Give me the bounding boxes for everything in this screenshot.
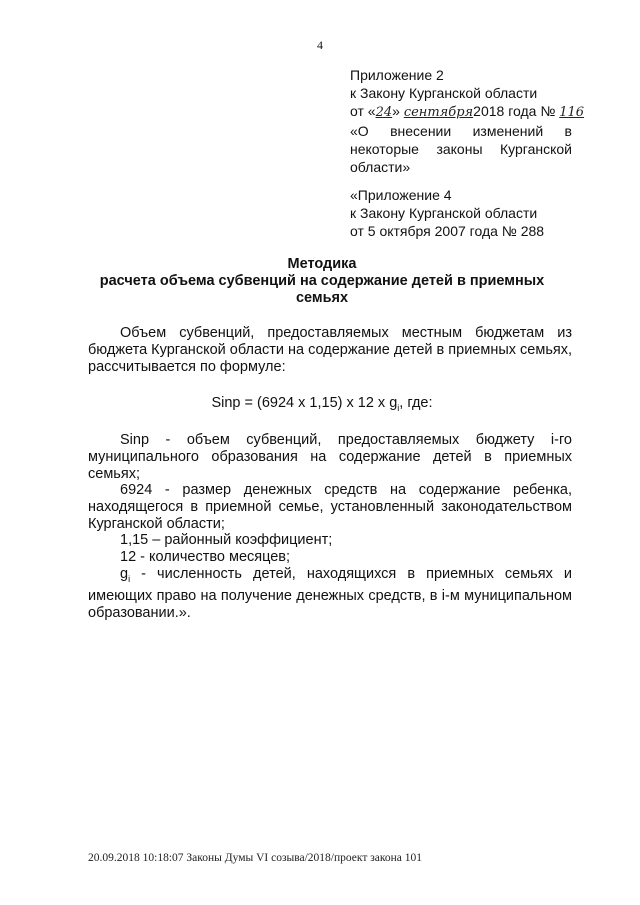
appendix-2-subject-3: области» — [350, 159, 411, 175]
gi-text: - численность детей, находящихся в приемных семьях и имеющих право на получение денежных средств, в i-м муниципальном образовании.». — [88, 566, 572, 621]
intro-paragraph: Объем субвенций, предоставляемых местным бюджетам из бюджета Курганской области на содержание детей в приемных семьях, рассчитывается по формуле: — [88, 325, 573, 375]
appendix-4-law: к Закону Курганской области — [350, 205, 538, 221]
handwritten-month: сентября — [403, 105, 474, 120]
formula-subscript: i — [397, 402, 400, 413]
date-year: 2018 года № — [473, 103, 556, 119]
footer-file-path: 20.09.2018 10:18:07 Законы Думы VI созыва/2018/проект закона 101 — [88, 852, 423, 864]
definition-months: 12 - количество месяцев; — [120, 549, 291, 565]
appendix-2-subject-1: «О внесении изменений в — [350, 123, 572, 139]
definition-sinp: Sinp - объем субвенций, предоставляемых бюджету i-го муниципального образования на содержание детей в приемных семьях; — [88, 432, 572, 482]
appendix-4-title: «Приложение 4 — [350, 187, 452, 203]
formula-text: Sinp = (6924 х 1,15) х 12 х g — [211, 395, 398, 411]
gi-subscript: i — [128, 573, 131, 584]
document-title — [72, 256, 572, 307]
definition-gi — [88, 566, 572, 622]
appendix-4-header — [350, 186, 572, 240]
gi-variable: g — [120, 566, 129, 582]
title-line-1: Методика — [287, 256, 357, 272]
date-prefix: от « — [350, 103, 376, 119]
appendix-4-date: от 5 октября 2007 года № 288 — [350, 223, 545, 239]
handwritten-day: 24 — [375, 105, 393, 120]
appendix-2-law: к Закону Курганской области — [350, 85, 538, 101]
appendix-2-subject-2: некоторые законы Курганской — [350, 141, 572, 157]
date-quote: » — [392, 103, 400, 119]
title-line-3: семьях — [295, 290, 349, 306]
definition-coefficient: 1,15 – районный коэффициент; — [120, 532, 333, 548]
handwritten-number: 116 — [559, 105, 585, 120]
appendix-2-title: Приложение 2 — [350, 67, 444, 83]
appendix-2-header — [350, 66, 585, 176]
appendix-2-date — [350, 102, 585, 122]
title-line-2: расчета объема субвенций на содержание детей в приемных — [99, 273, 545, 289]
definition-6924: 6924 - размер денежных средств на содержание ребенка, находящегося в приемной семье, установленный законодательством Курганской области; — [88, 482, 572, 532]
page-number: 4 — [317, 38, 323, 52]
formula-suffix: , где: — [399, 395, 433, 411]
formula — [72, 395, 572, 413]
